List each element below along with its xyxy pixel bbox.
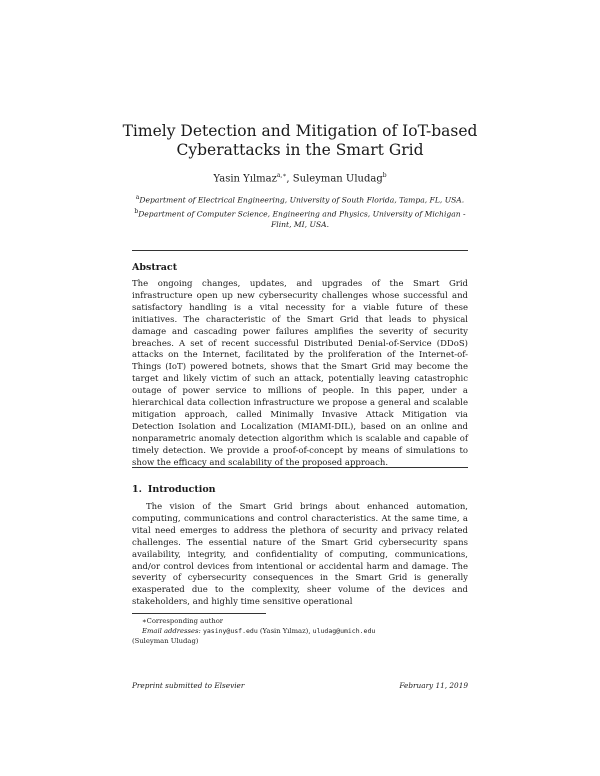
author-2-marker: b (382, 172, 387, 179)
affiliation-a-marker: a (135, 194, 140, 201)
title-line-1: Timely Detection and Mitigation of IoT-based (122, 122, 478, 140)
section-title: Introduction (147, 484, 216, 495)
affiliations (132, 192, 468, 230)
abstract-bottom-rule (132, 467, 468, 468)
email-link-2[interactable]: uludag@umich.edu (312, 627, 376, 635)
footnote-rule (132, 613, 266, 614)
affiliation-b-text: Department of Computer Science, Engineering and Physics, University of Michigan - Flint, MI, USA. (138, 209, 466, 230)
author-2: Suleyman Uludag (292, 173, 383, 185)
email-label: Email addresses: (142, 627, 201, 635)
abstract-heading: Abstract (132, 262, 178, 273)
affiliation-a (132, 192, 468, 206)
section-number: 1. (132, 484, 142, 495)
footnotes (132, 616, 468, 646)
title-line-2: Cyberattacks in the Smart Grid (176, 141, 424, 159)
abstract-top-rule (132, 250, 468, 251)
footer-journal: Preprint submitted to Elsevier (132, 681, 245, 690)
email-2-owner: (Suleyman Uludag) (132, 637, 199, 645)
author-1: Yasin Yılmaz (213, 173, 277, 185)
email-1-owner: (Yasin Yılmaz), (257, 627, 313, 635)
paper-title (100, 122, 500, 160)
author-1-marker: a,∗ (276, 172, 287, 179)
affiliation-a-text: Department of Electrical Engineering, University of South Florida, Tampa, FL, USA. (139, 195, 465, 205)
affiliation-b (132, 206, 468, 231)
corresponding-author-note: ∗Corresponding author (142, 617, 224, 625)
introduction-paragraph: The vision of the Smart Grid brings about enhanced automation, computing, communications and control characteristics. At the same time, a vital need emerges to address the plethora of security and privacy related challenges. The essential nature of the Smart Grid cybersecurity spans availability, integrity, and confidentiality of computing, communications, and/or control devices from intentional or accidental harm and damage. The severity of cybersecurity consequences in the Smart Grid is generally exasperated due to the complexity, sheer volume of the devices and stakeholders, and highly time sensitive operational (132, 502, 468, 608)
author-separator: , (286, 173, 293, 185)
footer-date: February 11, 2019 (399, 681, 468, 690)
affiliation-b-marker: b (134, 207, 139, 215)
email-addresses (132, 626, 468, 636)
section-heading-introduction (132, 484, 216, 495)
abstract-text: The ongoing changes, updates, and upgrades of the Smart Grid infrastructure open up new cybersecurity challenges whose successful and satisfactory handling is a vital necessity for a viable future of these initiatives. The characteristic of the Smart Grid that leads to physical damage and cascading power failures amplifies the severity of security breaches. A set of recent successful Distributed Denial-of-Service (DDoS) attacks on the Internet, facilitated by the proliferation of the Internet-of-Things (IoT) powered botnets, shows that the Smart Grid may become the target and likely victim of such an attack, potentially leaving catastrophic outage of power service to millions of people. In this paper, under a hierarchical data collection infrastructure we propose a general and scalable mitigation approach, called Minimally Invasive Attack Mitigation via Detection Isolation and Localization (MIAMI-DIL), based on an online and nonparametric anomaly detection algorithm which is scalable and capable of timely detection. We provide a proof-of-concept by means of simulations to show the efficacy and scalability of the proposed approach. (132, 279, 468, 468)
email-link-1[interactable]: yasiny@usf.edu (202, 627, 258, 635)
author-list (100, 172, 500, 184)
